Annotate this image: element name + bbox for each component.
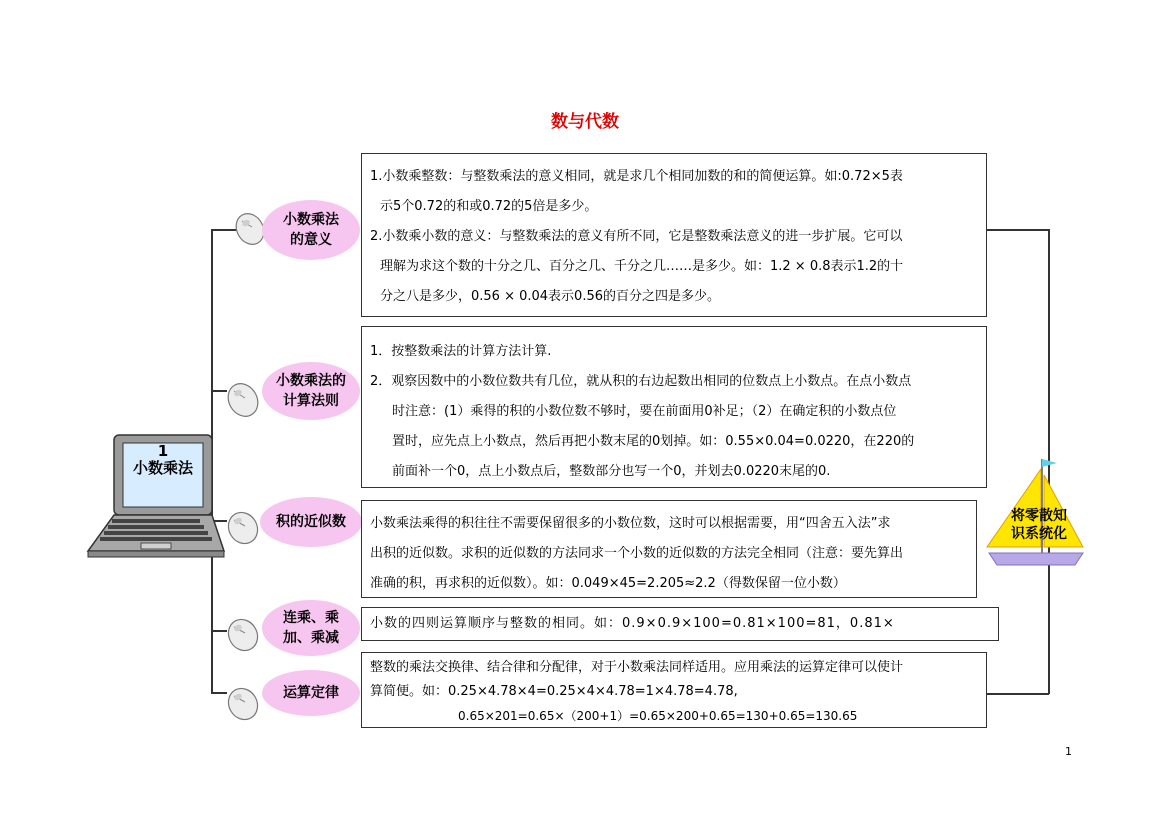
right-bracket-top	[987, 229, 1049, 231]
content-box-mixed-ops	[361, 607, 999, 641]
content-line: 2.小数乘小数的意义：与整数乘法的意义有所不同，它是整数乘法意义的进一步扩展。它可以	[370, 229, 903, 244]
topic-label: 运算定律	[283, 685, 339, 701]
content-box-meaning	[361, 153, 987, 317]
summary-line-1: 将零散知	[1011, 508, 1067, 524]
topic-oval-meaning	[262, 200, 360, 260]
content-line: 小数的四则运算顺序与整数的相同。如：0.9×0.9×100=0.81×100=81，0.81×	[370, 616, 895, 631]
topic-label: 小数乘法的意义	[283, 212, 339, 248]
page-number: 1	[1065, 745, 1072, 758]
content-line: 时注意：(1）乘得的积的小数位数不够时，要在前面用0补足；（2）在确定积的小数点位	[392, 404, 897, 419]
content-line: 示5个0.72的和或0.72的5倍是多少。	[380, 199, 598, 214]
content-line: 小数乘法乘得的积往往不需要保留很多的小数位数，这时可以根据需要，用“四舍五入法”求	[370, 516, 891, 531]
content-box-rules	[361, 326, 987, 488]
content-line: 准确的积，再求积的近似数）。如：0.049×45=2.205≈2.2（得数保留一位小数）	[370, 576, 846, 591]
content-line: 理解为求这个数的十分之几、百分之几、千分之几……是多少。如：1.2 × 0.8表示1.2的十	[380, 259, 904, 274]
topic-oval-approx	[260, 497, 362, 547]
mouse-icon	[222, 376, 264, 420]
topic-label: 连乘、乘加、乘减	[283, 610, 339, 646]
topic-label: 小数乘法的计算法则	[276, 373, 346, 409]
summary-line-2: 识系统化	[1011, 526, 1067, 542]
root-label: 小数乘法	[132, 459, 193, 477]
content-line: 0.65×201=0.65×（200+1）=0.65×200+0.65=130+0.65=130.65	[458, 709, 858, 723]
sailboat-summary	[985, 455, 1085, 570]
content-box-approx	[361, 500, 977, 598]
topic-oval-mixed-ops	[262, 600, 360, 656]
topic-oval-rules	[262, 362, 360, 420]
content-line: 分之八是多少，0.56 × 0.04表示0.56的百分之四是多少。	[380, 289, 720, 304]
topic-oval-laws	[262, 670, 360, 716]
page-title: 数与代数	[551, 112, 619, 132]
mouse-icon	[222, 683, 264, 725]
content-line: 算简便。如：0.25×4.78×4=0.25×4×4.78=1×4.78=4.78,	[370, 684, 738, 699]
root-number: 1	[157, 442, 169, 460]
content-line: 整数的乘法交换律、结合律和分配律，对于小数乘法同样适用。应用乘法的运算定律可以使计	[370, 660, 904, 675]
content-line: 1．按整数乘法的计算方法计算.	[370, 344, 552, 359]
mouse-icon	[222, 505, 264, 547]
content-line: 前面补一个0，点上小数点后，整数部分也写一个0，并划去0.0220末尾的0.	[392, 464, 831, 479]
right-bracket-bottom	[987, 693, 1049, 695]
content-line: 1.小数乘整数：与整数乘法的意义相同，就是求几个相同加数的和的简便运算。如:0.72×5表	[370, 169, 903, 184]
content-line: 出积的近似数。求积的近似数的方法同求一个小数的近似数的方法完全相同（注意：要先算出	[370, 546, 904, 561]
content-line: 2．观察因数中的小数位数共有几位，就从积的右边起数出相同的位数点上小数点。在点小数点	[370, 374, 912, 389]
content-line: 置时，应先点上小数点，然后再把小数末尾的0划掉。如：0.55×0.04=0.0220，在220的	[392, 434, 915, 449]
content-box-laws	[361, 652, 987, 728]
laptop-root-node	[86, 433, 226, 563]
topic-label: 积的近似数	[276, 514, 346, 530]
mouse-icon	[222, 612, 264, 654]
